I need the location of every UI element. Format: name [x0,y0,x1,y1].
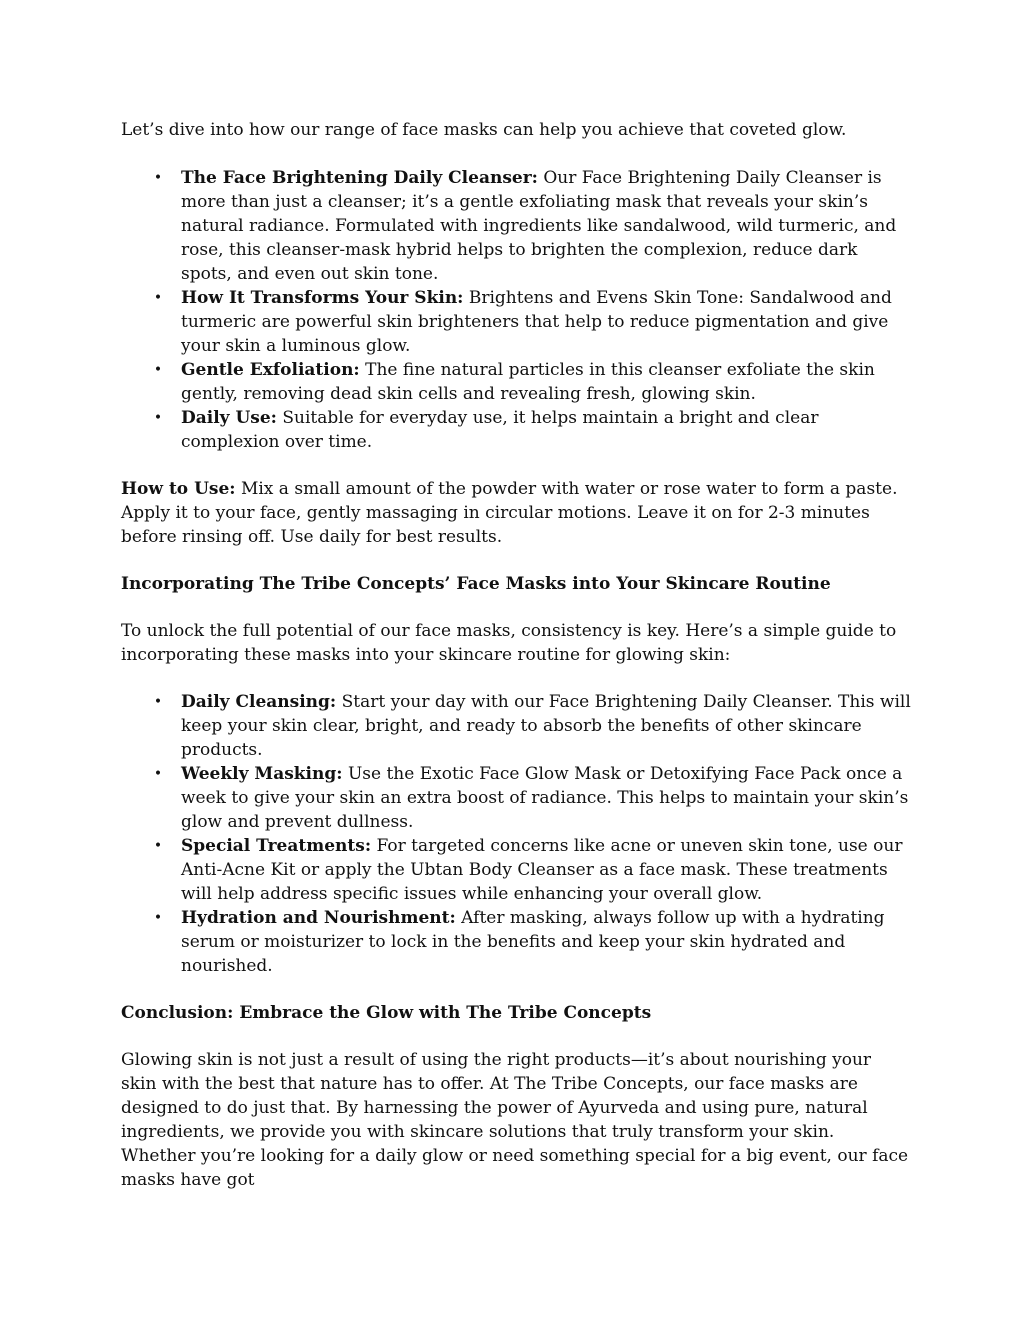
list-item-lead: Special Treatments: [181,836,372,856]
list-item-lead: Hydration and Nourishment: [181,908,456,928]
routine-intro-paragraph: To unlock the full potential of our face masks, consistency is key. Here’s a simple guide to incorporating these masks into your skincare routine for glowing skin: [121,621,897,665]
bullet-icon: • [153,410,163,426]
bullet-icon: • [153,170,163,186]
bullet-icon: • [153,910,163,926]
list-item [153,906,911,978]
how-to-use-paragraph [121,477,911,549]
list-item-lead: Weekly Masking: [181,764,343,784]
routine-steps-list [121,690,911,978]
list-item-lead: How It Transforms Your Skin: [181,288,464,308]
bullet-icon: • [153,290,163,306]
list-item-lead: Daily Cleansing: [181,692,337,712]
list-item [153,286,911,358]
list-item [153,166,911,286]
bullet-icon: • [153,838,163,854]
list-item [153,690,911,762]
list-item [153,834,911,906]
list-item [153,406,911,454]
list-item-lead: Daily Use: [181,408,277,428]
section-heading-routine: Incorporating The Tribe Concepts’ Face Masks into Your Skincare Routine [121,574,831,594]
list-item-text: The fine natural particles in this cleanser exfoliate the skin gently, removing dead skin cells and revealing fresh, glowing skin. [181,360,875,404]
list-item-text: Our Face Brightening Daily Cleanser is more than just a cleanser; it’s a gentle exfoliating mask that reveals your skin’s natural radiance. Formulated with ingredients like sandalwood, wild turmeric, and rose, this cleanser-mask hybrid helps to brighten the complexion, reduce dark spots, and even out skin tone. [181,168,897,284]
cleanser-benefits-list [121,166,911,454]
document-page [121,118,911,1192]
list-item-text: Suitable for everyday use, it helps maintain a bright and clear complexion over time. [181,408,819,452]
list-item-text: Start your day with our Face Brightening Daily Cleanser. This will keep your skin clear, bright, and ready to absorb the benefits of other skincare products. [181,692,911,760]
conclusion-paragraph: Glowing skin is not just a result of using the right products—it’s about nourishing your skin with the best that nature has to offer. At The Tribe Concepts, our face masks are designed to do just that. By harnessing the power of Ayurveda and using pure, natural ingredients, we provide you with skincare solutions that truly transform your skin. Whether you’re looking for a daily glow or need something special for a big event, our face masks have got [121,1050,909,1190]
how-to-use-lead: How to Use: [121,479,236,499]
list-item-text: Brightens and Evens Skin Tone: Sandalwood and turmeric are powerful skin brighteners that help to reduce pigmentation and give your skin a luminous glow. [181,288,892,356]
bullet-icon: • [153,362,163,378]
list-item-text: For targeted concerns like acne or uneven skin tone, use our Anti-Acne Kit or apply the Ubtan Body Cleanser as a face mask. These treatments will help address specific issues while enhancing your overall glow. [181,836,903,904]
list-item-text: After masking, always follow up with a hydrating serum or moisturizer to lock in the benefits and keep your skin hydrated and nourished. [181,908,885,976]
intro-paragraph: Let’s dive into how our range of face masks can help you achieve that coveted glow. [121,120,847,140]
bullet-icon: • [153,694,163,710]
list-item-lead: The Face Brightening Daily Cleanser: [181,168,538,188]
section-heading-conclusion: Conclusion: Embrace the Glow with The Tribe Concepts [121,1003,652,1023]
list-item-lead: Gentle Exfoliation: [181,360,360,380]
bullet-icon: • [153,766,163,782]
list-item-text: Use the Exotic Face Glow Mask or Detoxifying Face Pack once a week to give your skin an extra boost of radiance. This helps to maintain your skin’s glow and prevent dullness. [181,764,909,832]
list-item [153,762,911,834]
how-to-use-text: Mix a small amount of the powder with water or rose water to form a paste. Apply it to your face, gently massaging in circular motions. Leave it on for 2-3 minutes before rinsing off. Use daily for best results. [121,479,898,547]
list-item [153,358,911,406]
